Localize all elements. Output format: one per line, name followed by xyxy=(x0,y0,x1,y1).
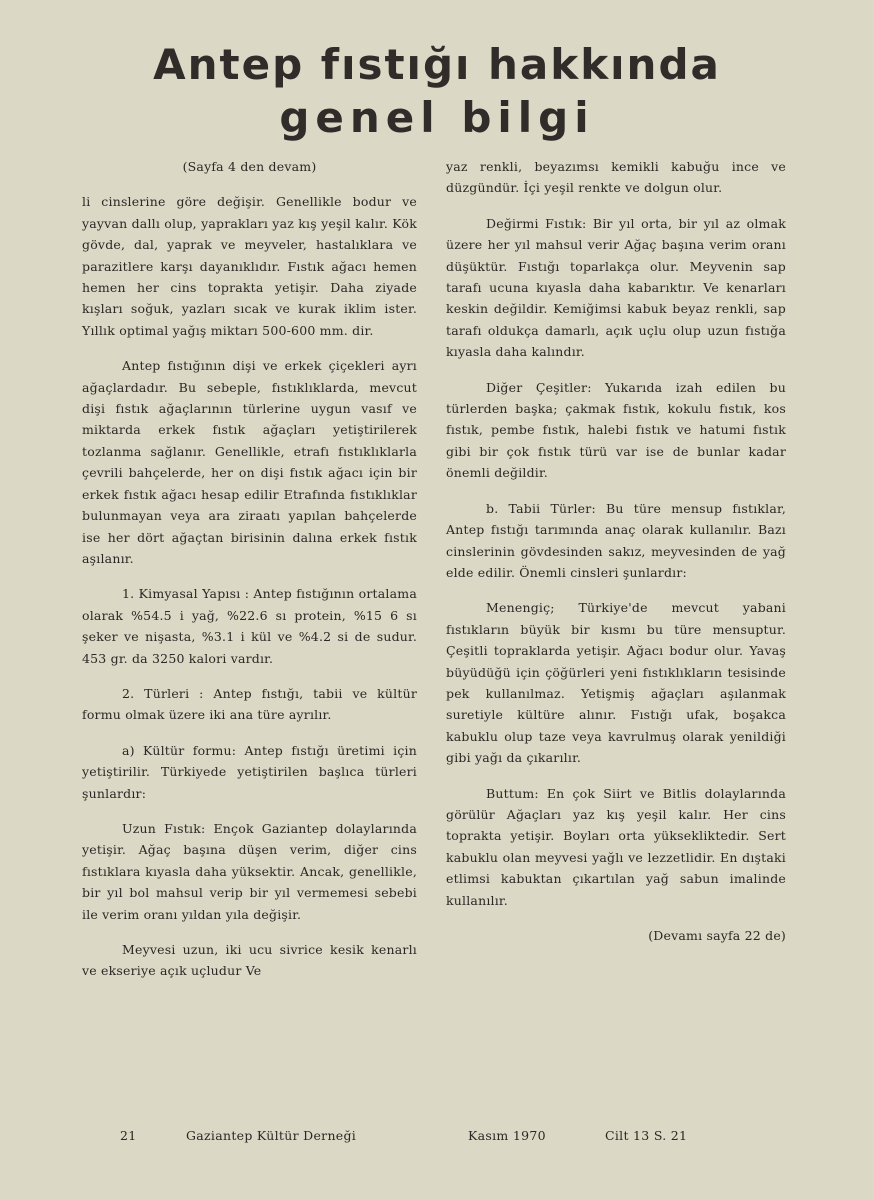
page-footer xyxy=(0,1128,874,1148)
volume-issue: Cilt 13 S. 21 xyxy=(605,1128,688,1143)
paragraph: Uzun Fıstık: Ençok Gaziantep dolaylarında yetişir. Ağaç başına düşen verim, diğer cins fıstıklara kıyasla daha yüksektir. Ancak, genellikle, bir yıl bol mahsul verip bir yıl vermemesi sebebi ile verim oranı yıldan yıla değişir. xyxy=(82,820,417,922)
paragraph: Menengiç; Türkiye'de mevcut yabani fıstıkların büyük bir kısmı bu türe mensuptur. Çeşitli topraklarda yetişir. Ağacı bodur olur. Yavaş büyüdüğü için çöğürleri yeni fıstıklıkların tesisinde pek kullanılmaz. Yetişmiş ağaçları aşılanmak suretiyle kültüre alınır. Fıstığı ufak, boşakca kabuklu olup taze veya kavrulmuş olarak yenildiği gibi yağı da çıkarılır. xyxy=(446,600,786,766)
left-column xyxy=(82,156,417,996)
paragraph: a) Kültür formu: Antep fıstığı üretimi için yetiştirilir. Türkiyede yetiştirilen başlıca türleri şunlardır: xyxy=(82,742,417,801)
issue-date: Kasım 1970 xyxy=(468,1128,546,1143)
paragraph: li cinslerine göre değişir. Genellikle bodur ve yayvan dallı olup, yaprakları yaz kış yeşil kalır. Kök gövde, dal, yaprak ve meyveler, hastalıklara ve parazitlere karşı dayanıklıdır. Fıstık ağacı hemen hemen her cins toprakta yetişir. Daha ziyade kışları soğuk, yazları sıcak ve kurak iklim ister. Yıllık optimal yağış miktarı 500-600 mm. dir. xyxy=(82,194,417,338)
paragraph: Buttum: En çok Siirt ve Bitlis dolaylarında görülür Ağaçları yaz kış yeşil kalır. Her cins toprakta yetişir. Boyları orta yüksekliktedir. Sert kabuklu olan meyvesi yağlı ve lezzetlidir. En dıştaki etlimsi kabuktan çıkartılan yağ sabun imalinde kullanılır. xyxy=(446,785,786,908)
paragraph: yaz renkli, beyazımsı kemikli kabuğu ince ve düzgündür. İçi yeşil renkte ve dolgun olur. xyxy=(446,159,786,196)
continued-from-note: (Sayfa 4 den devam) xyxy=(182,159,317,174)
paragraph: b. Tabii Türler: Bu türe mensup fıstıklar, Antep fıstığı tarımında anaç olarak kullanılır. Bazı cinslerinin gövdesinden sakız, meyvesinden de yağ elde edilir. Önemli cinsleri şunlardır: xyxy=(446,500,786,580)
paragraph: Değirmi Fıstık: Bir yıl orta, bir yıl az olmak üzere her yıl mahsul verir Ağaç başına verim oranı düşüktür. Fıstığı toparlakça olur. Meyvenin sap tarafı ucuna kıyasla daha kabarıktır. Ve kenarları keskin değildir. Kemiğimsi kabuk beyaz renkli, sap tarafı oldukça damarlı, açık uçlu olup uzun fıstığa kıyasla daha kalındır. xyxy=(446,215,786,360)
continued-to-note: (Devamı sayfa 22 de) xyxy=(648,928,786,943)
right-column xyxy=(446,156,786,960)
paragraph: 2. Türleri : Antep fıstığı, tabii ve kültür formu olmak üzere iki ana türe ayrılır. xyxy=(82,685,417,723)
paragraph: 1. Kimyasal Yapısı : Antep fıstığının ortalama olarak %54.5 i yağ, %22.6 sı protein, %15 6 sı şeker ve nişasta, %3.1 i kül ve %4.2 si de sudur. 453 gr. da 3250 kalori vardır. xyxy=(82,586,417,666)
paragraph: Diğer Çeşitler: Yukarıda izah edilen bu türlerden başka; çakmak fıstık, kokulu fıstık, kos fıstık, pembe fıstık, halebi fıstık ve hatumi fıstık gibi bir çok fıstık türü var ise de bunlar kadar önemli değildir. xyxy=(446,379,786,481)
page-number: 21 xyxy=(120,1128,137,1143)
article-title-line1: Antep fıstığı hakkında xyxy=(153,40,721,89)
paragraph: Antep fıstığının dişi ve erkek çiçekleri ayrı ağaçlardadır. Bu sebeple, fıstıklıklarda, mevcut dişi fıstık ağaçlarının türlerine uygun vasıf ve miktarda erkek fıstık ağaçları yetiştirilerek tozlanma sağlanır. Genellikle, etrafı fıstıklıklarla çevrili bahçelerde, her on dişi fıstık ağacı için bir erkek fıstık ağacı hesap edilir Etrafında fıstıklıklar bulunmayan veya ara ziraatı yapılan bahçelerde ise her dört ağaçtan birisinin dalına erkek fıstık aşılanır. xyxy=(82,358,417,566)
publisher-name: Gaziantep Kültür Derneği xyxy=(186,1128,357,1143)
paragraph: Meyvesi uzun, iki ucu sivrice kesik kenarlı ve ekseriye açık uçludur Ve xyxy=(82,942,417,979)
article-title-line2: genel bilgi xyxy=(279,93,595,142)
